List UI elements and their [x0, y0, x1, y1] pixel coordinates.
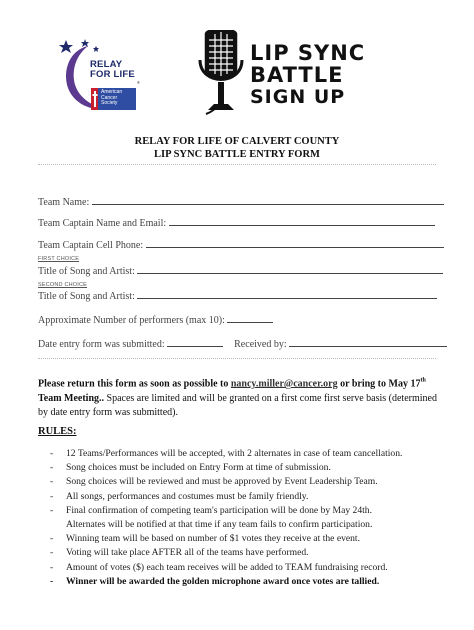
phone-input-line[interactable] [146, 238, 444, 248]
rules-list [50, 447, 450, 589]
song2-label: Title of Song and Artist: [38, 291, 135, 302]
rule-item: - 12 Teams/Performances will be accepted, with 2 alternates in case of team cancellation. [50, 448, 403, 459]
lip-sync-line1: LIP SYNC [250, 41, 366, 65]
captain-label: Team Captain Name and Email: [38, 218, 167, 229]
submission-field[interactable] [38, 337, 447, 350]
rule-item: - Winning team will be based on number of $1 votes they receive at the event. [50, 533, 360, 545]
acs-logo-box [98, 88, 136, 110]
acs-line2: Cancer [101, 94, 118, 101]
rule-item: - Song choices will be reviewed and must be approved by Event Leadership Team. [50, 476, 378, 488]
notice-part4: Spaces are limited and will be granted on a first come first serve basis (determined by date entry form was submitted). [38, 392, 437, 419]
captain-field[interactable] [38, 216, 435, 229]
acs-line1: American [101, 89, 123, 95]
rule-item: - Final confirmation of competing team's participation will be done by May 24th. [50, 504, 372, 516]
rule-item: - Voting will take place AFTER all of the teams have performed. [50, 547, 309, 559]
form-title-line2: LIP SYNC BATTLE ENTRY FORM [154, 149, 320, 160]
rule-item-continuation: Alternates will be notified at that time if any team fails to confirm participation. [66, 519, 373, 531]
song1-input-line[interactable] [137, 264, 443, 274]
performers-label: Approximate Number of performers (max 10): [38, 315, 225, 326]
rule-item: - All songs, performances and costumes must be family friendly. [50, 490, 309, 502]
team-name-label: Team Name: [38, 197, 90, 208]
team-name-input-line[interactable] [92, 195, 444, 205]
rules-heading: RULES: [38, 426, 77, 437]
relay-line2: FOR LIFE [90, 69, 135, 80]
song1-field[interactable] [38, 264, 443, 277]
rule-item: - Song choices must be included on Entry Form at time of submission. [50, 462, 331, 474]
date-submitted-label: Date entry form was submitted: [38, 339, 165, 350]
header-divider [38, 164, 436, 165]
captain-input-line[interactable] [169, 216, 435, 226]
phone-label: Team Captain Cell Phone: [38, 240, 144, 251]
relay-for-life-logo [58, 38, 148, 116]
notice-sup: th [420, 378, 426, 384]
received-by-input-line[interactable] [289, 337, 447, 347]
performers-field[interactable] [38, 313, 273, 326]
song1-label: Title of Song and Artist: [38, 266, 135, 277]
received-by-label: Received by: [234, 339, 287, 350]
form-title-line1: RELAY FOR LIFE OF CALVERT COUNTY [134, 136, 340, 147]
contact-email-link[interactable]: nancy.miller@cancer.org [230, 378, 338, 390]
phone-field[interactable] [38, 238, 444, 251]
notice-part1: Please return this form as soon as possible to [38, 378, 229, 390]
performers-input-line[interactable] [227, 313, 273, 323]
second-choice-label: SECOND CHOICE [38, 282, 88, 288]
return-instructions [38, 374, 438, 421]
rule-item-winner: - Winner will be awarded the golden microphone award once votes are tallied. [50, 575, 380, 587]
relay-line1: RELAY [90, 59, 123, 70]
song2-field[interactable] [38, 289, 437, 302]
date-submitted-input-line[interactable] [167, 337, 223, 347]
acs-line3: Society [101, 100, 118, 106]
notice-part3: Team Meeting.. [38, 392, 105, 404]
relay-wordmark [90, 60, 135, 80]
microphone-icon [198, 30, 244, 116]
fields-divider [38, 358, 436, 359]
trademark-mark: ® [137, 80, 140, 85]
lip-sync-line2: BATTLE [250, 63, 344, 87]
rule-item: - Amount of votes ($) each team receives will be added to TEAM fundraising record. [50, 561, 388, 573]
lip-sync-line3: SIGN UP [250, 86, 346, 108]
first-choice-label: FIRST CHOICE [38, 256, 80, 262]
lip-sync-battle-wordmark [250, 42, 365, 108]
team-name-field[interactable] [38, 195, 444, 208]
notice-part2: or bring to May 17 [340, 378, 421, 390]
song2-input-line[interactable] [137, 289, 437, 299]
